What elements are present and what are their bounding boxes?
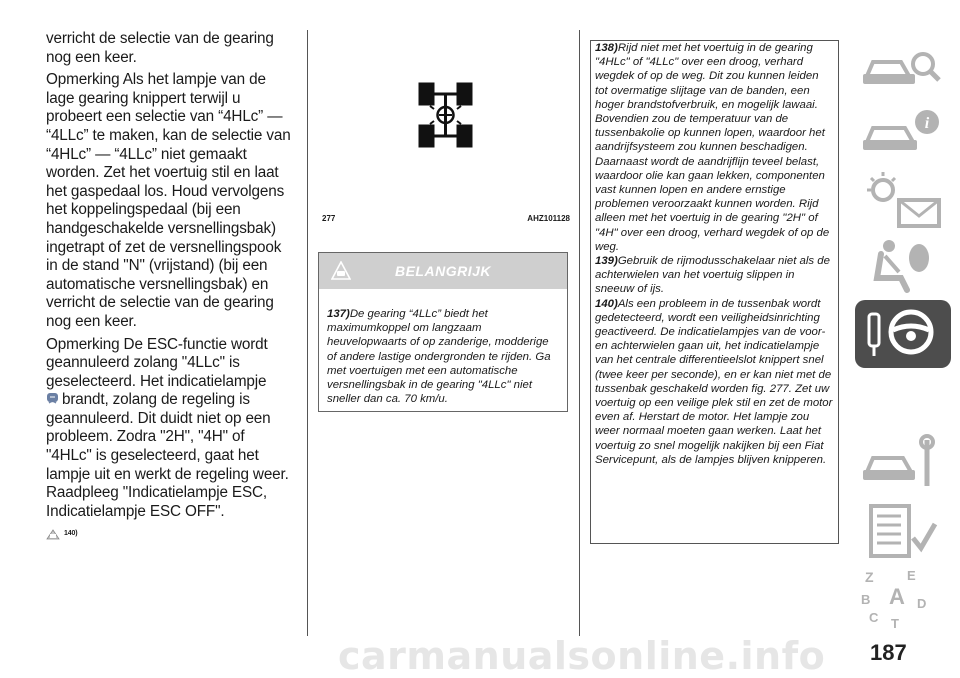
car-search-icon — [855, 34, 951, 102]
paragraph-2: Opmerking Als het lampje van de lage gearing knippert terwijl u probeert een selectie van “4HLc” — “4LLc” te maken, kan de selectie van “4HLc” — “4LLc” niet gemaakt worden. Zet het voertuig stil en laat het gaspedaal los. Houd vervolgens het koppelingspedaal (bij een handgeschakelde versnellingsbak) ingetrapt of zet de versnellingspook in de stand "N" (vrijstand) (bij een automatische versnellingsbak) en verricht de selectie van de gearing nog een keer. — [46, 71, 291, 330]
note-ref-number: 140) — [64, 530, 78, 538]
index-letter: D — [917, 596, 927, 611]
figure-code: AHZ101128 — [527, 214, 570, 223]
esc-indicator-icon — [46, 392, 59, 405]
tab-car-tools[interactable] — [855, 430, 951, 498]
note-ref — [46, 525, 294, 544]
car-warning-icon — [331, 261, 351, 281]
warning-number: 137) — [327, 308, 350, 320]
warning-header — [319, 253, 567, 289]
note-text: Gebruik de rijmodusschakelaar niet als de achterwielen van het voertuig slippen in sneeuw of ijs. — [595, 255, 830, 296]
paragraph-3-start: Opmerking De ESC-functie wordt geannuleerd zolang "4LLc" is geselecteerd. Het indicatielampje — [46, 335, 268, 390]
warning-title: BELANGRIJK — [394, 263, 491, 279]
warning-box — [318, 252, 568, 412]
note-text: Rijd niet met het voertuig in de gearing "4HLc" of "4LLc" over een droog, verhard wegdek of op de weg. Dit zou kunnen leiden tot overmatige slijtage van de banden, een hoger brandstofverbruik, en mogelijk lawaai. Bovendien zou de temperatuur van de tussenbakolie op kunnen lopen, waardoor het aandrijfsysteem zou kunnen beschadigen. Daarnaast wordt de aandrijflijn teveel belast, waardoor olie kan gaan lekken, componenten vast kunnen lopen en andere ernstige problemen veroorzaakt kunnen worden. Rijd alleen met het voertuig in de gearing "2H" of "4H" over een droog, verhard wegdek of op de weg. — [595, 42, 830, 253]
figure-caption — [322, 214, 570, 223]
note-number: 140) — [595, 297, 618, 310]
paragraph-1: verricht de selectie van de gearing nog een keer. — [46, 30, 274, 66]
warning-lights-message-icon — [855, 166, 951, 234]
column-divider-2 — [579, 30, 580, 636]
tab-index[interactable] — [855, 564, 951, 632]
tab-car-search[interactable] — [855, 34, 951, 102]
alphabet-index-icon — [855, 564, 951, 632]
tab-checklist[interactable] — [855, 498, 951, 566]
figure-277 — [322, 30, 570, 228]
tab-seat-airbag[interactable] — [855, 232, 951, 300]
car-tools-icon — [855, 430, 951, 498]
note-text: Als een probleem in de tussenbak wordt gedetecteerd, wordt een veiligheidsinrichting geactiveerd. De indicatielampjes van de voor- en achterwielen gaan uit, het indicatielampje van het centrale differentieelslot knippert snel (twee keer per seconde), en er kan niet met de tussenbak geschakeld worden fig. 277. Zet uw voertuig op een veilige plek stil en zet de motor even af. Herstart de motor. Het lampje zou weer normaal moeten gaan werken. Laat het voertuig zo snel mogelijk nakijken bij een Fiat Servicepunt, als de lampjes blijven knipperen. — [595, 297, 833, 466]
checklist-icon — [855, 498, 951, 566]
warning-body — [319, 289, 567, 406]
index-letter: Z — [865, 569, 874, 585]
index-letter: C — [869, 610, 879, 625]
left-column — [46, 30, 294, 544]
paragraph-3-end: brandt, zolang de regeling is geannuleerd. Dit duidt niet op een probleem. Zodra "2H", "4H" of "4HLc" is geselecteerd, gaat het lampje uit en werkt de regeling weer. Raadpleeg "Indicatielampje ESC, Indicatielampje ESC OFF". — [46, 391, 289, 520]
car-info-icon — [855, 100, 951, 168]
column-divider-1 — [307, 30, 308, 636]
notes-box — [590, 40, 839, 544]
tab-car-info[interactable] — [855, 100, 951, 168]
note-140 — [595, 297, 834, 467]
warning-book-icon — [46, 529, 60, 541]
note-139 — [595, 254, 834, 297]
drivetrain-lock-icon — [322, 30, 570, 228]
tab-warning-lights[interactable] — [855, 166, 951, 234]
index-letter: B — [861, 592, 871, 607]
svg-text:i: i — [924, 115, 930, 132]
note-number: 138) — [595, 42, 618, 54]
index-letter: E — [907, 568, 916, 583]
seat-airbag-icon — [855, 232, 951, 300]
page-number: 187 — [870, 640, 907, 665]
tab-steering-key[interactable] — [855, 300, 951, 368]
index-letter: T — [891, 616, 899, 631]
note-138 — [595, 41, 834, 254]
paragraph-3 — [46, 336, 294, 522]
steering-wheel-key-icon — [855, 300, 951, 368]
index-letter: A — [889, 584, 905, 609]
watermark: carmanualsonline.info — [338, 634, 826, 678]
warning-text: De gearing “4LLc” biedt het maximumkoppel om langzaam heuvelopwaarts of op zanderige, modderige of andere lastige ondergronden te rijden. Ga met voertuigen met een automatische versnellingsbak in de gearing "4LLc" niet sneller dan ca. 70 km/u. — [327, 308, 551, 406]
figure-number: 277 — [322, 214, 336, 223]
note-number: 139) — [595, 255, 618, 268]
